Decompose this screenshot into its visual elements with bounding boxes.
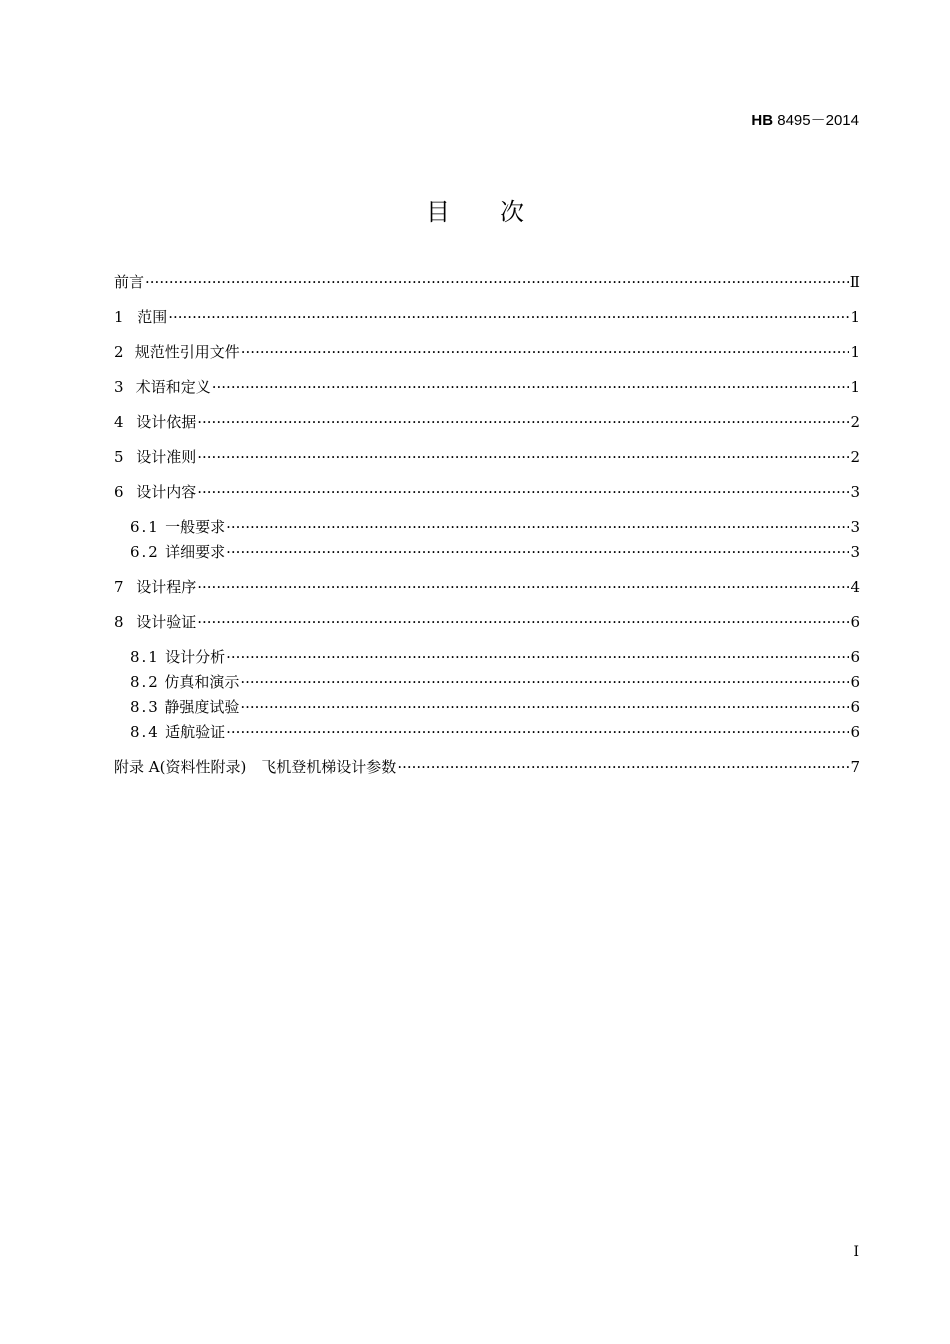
toc-entry-number: 2 xyxy=(114,343,124,361)
toc-entry-page: 6 xyxy=(850,613,860,631)
toc-entry-number: 8 xyxy=(114,613,124,631)
toc-entry-foreword[interactable] xyxy=(114,270,860,294)
toc-entry-page: 6 xyxy=(850,673,860,691)
toc-entry-page: 1 xyxy=(850,308,860,326)
toc-entry-8-4[interactable] xyxy=(130,720,860,744)
toc-leader-dots xyxy=(197,445,849,469)
toc-entry-6[interactable] xyxy=(114,480,860,504)
toc-leader-dots xyxy=(226,645,849,669)
standard-code xyxy=(751,109,859,130)
toc-entry-number: 6 xyxy=(114,483,124,501)
toc-entry-number: 6.1 xyxy=(130,518,160,536)
toc-entry-5[interactable] xyxy=(114,445,860,469)
toc-leader-dots xyxy=(226,720,849,744)
toc-leader-dots xyxy=(240,670,849,694)
toc-leader-dots xyxy=(168,305,849,329)
toc-entry-text: 设计程序 xyxy=(136,578,197,596)
toc-entry-text: 设计内容 xyxy=(136,483,197,501)
toc-entry-6-1[interactable] xyxy=(130,515,860,539)
toc-entry-number: 8.2 xyxy=(130,673,160,691)
toc-entry-page: 6 xyxy=(850,723,860,741)
toc-entry-page: 1 xyxy=(850,343,860,361)
toc-entry-text: 附录 A(资料性附录) 飞机登机梯设计参数 xyxy=(114,758,397,776)
toc-entry-text: 设计验证 xyxy=(136,613,197,631)
toc-entry-number: 5 xyxy=(114,448,124,466)
toc-leader-dots xyxy=(212,375,850,399)
toc-entry-number: 8.3 xyxy=(130,698,160,716)
toc-entry-text: 前言 xyxy=(114,273,145,291)
toc-entry-appendix-a[interactable] xyxy=(114,755,860,779)
toc-entry-text: 适航验证 xyxy=(165,723,226,741)
page-title: 目次 xyxy=(426,198,574,226)
toc-entry-2[interactable] xyxy=(114,340,860,364)
toc-leader-dots xyxy=(397,755,849,779)
toc-leader-dots xyxy=(240,695,849,719)
toc-entry-text: 一般要求 xyxy=(165,518,226,536)
toc-entry-number: 6.2 xyxy=(130,543,160,561)
toc-leader-dots xyxy=(197,610,849,634)
toc-entry-text: 设计准则 xyxy=(136,448,197,466)
toc-leader-dots xyxy=(145,270,849,294)
toc-leader-dots xyxy=(197,575,849,599)
toc-entry-text: 仿真和演示 xyxy=(164,673,240,691)
toc-entry-text: 详细要求 xyxy=(165,543,226,561)
toc-leader-dots xyxy=(241,340,850,364)
toc-entry-page: 7 xyxy=(850,758,860,776)
toc-entry-page: 6 xyxy=(850,648,860,666)
toc-entry-8-3[interactable] xyxy=(130,695,860,719)
toc-entry-page: 2 xyxy=(850,448,860,466)
toc-entry-7[interactable] xyxy=(114,575,860,599)
toc-entry-text: 静强度试验 xyxy=(164,698,240,716)
toc-entry-text: 范围 xyxy=(137,308,168,326)
toc-entry-page: Ⅱ xyxy=(849,273,860,291)
toc-entry-text: 设计分析 xyxy=(165,648,226,666)
toc-entry-page: 4 xyxy=(850,578,860,596)
toc-leader-dots xyxy=(226,540,849,564)
toc-entry-page: 3 xyxy=(850,518,860,536)
toc-entry-number: 7 xyxy=(114,578,124,596)
toc-entry-8-1[interactable] xyxy=(130,645,860,669)
toc-entry-page: 3 xyxy=(850,483,860,501)
toc-entry-8[interactable] xyxy=(114,610,860,634)
toc-entry-3[interactable] xyxy=(114,375,860,399)
toc-leader-dots xyxy=(197,410,849,434)
toc-entry-text: 设计依据 xyxy=(136,413,197,431)
toc-entry-8-2[interactable] xyxy=(130,670,860,694)
page-number: I xyxy=(853,1244,859,1260)
standard-code-number: 8495－2014 xyxy=(777,112,859,129)
toc-entry-page: 3 xyxy=(850,543,860,561)
toc-leader-dots xyxy=(226,515,849,539)
toc-entry-text: 术语和定义 xyxy=(135,378,211,396)
toc-entry-1[interactable] xyxy=(114,305,860,329)
toc-entry-number: 4 xyxy=(114,413,124,431)
toc-entry-page: 6 xyxy=(850,698,860,716)
toc-entry-page: 1 xyxy=(850,378,860,396)
standard-code-prefix: HB xyxy=(751,112,774,129)
toc-entry-number: 8.1 xyxy=(130,648,160,666)
toc-entry-page: 2 xyxy=(850,413,860,431)
toc-entry-4[interactable] xyxy=(114,410,860,434)
toc-entry-number: 3 xyxy=(114,378,124,396)
toc-entry-text: 规范性引用文件 xyxy=(134,343,240,361)
toc-leader-dots xyxy=(197,480,849,504)
toc-entry-number: 8.4 xyxy=(130,723,160,741)
toc-entry-6-2[interactable] xyxy=(130,540,860,564)
toc-entry-number: 1 xyxy=(114,308,124,326)
